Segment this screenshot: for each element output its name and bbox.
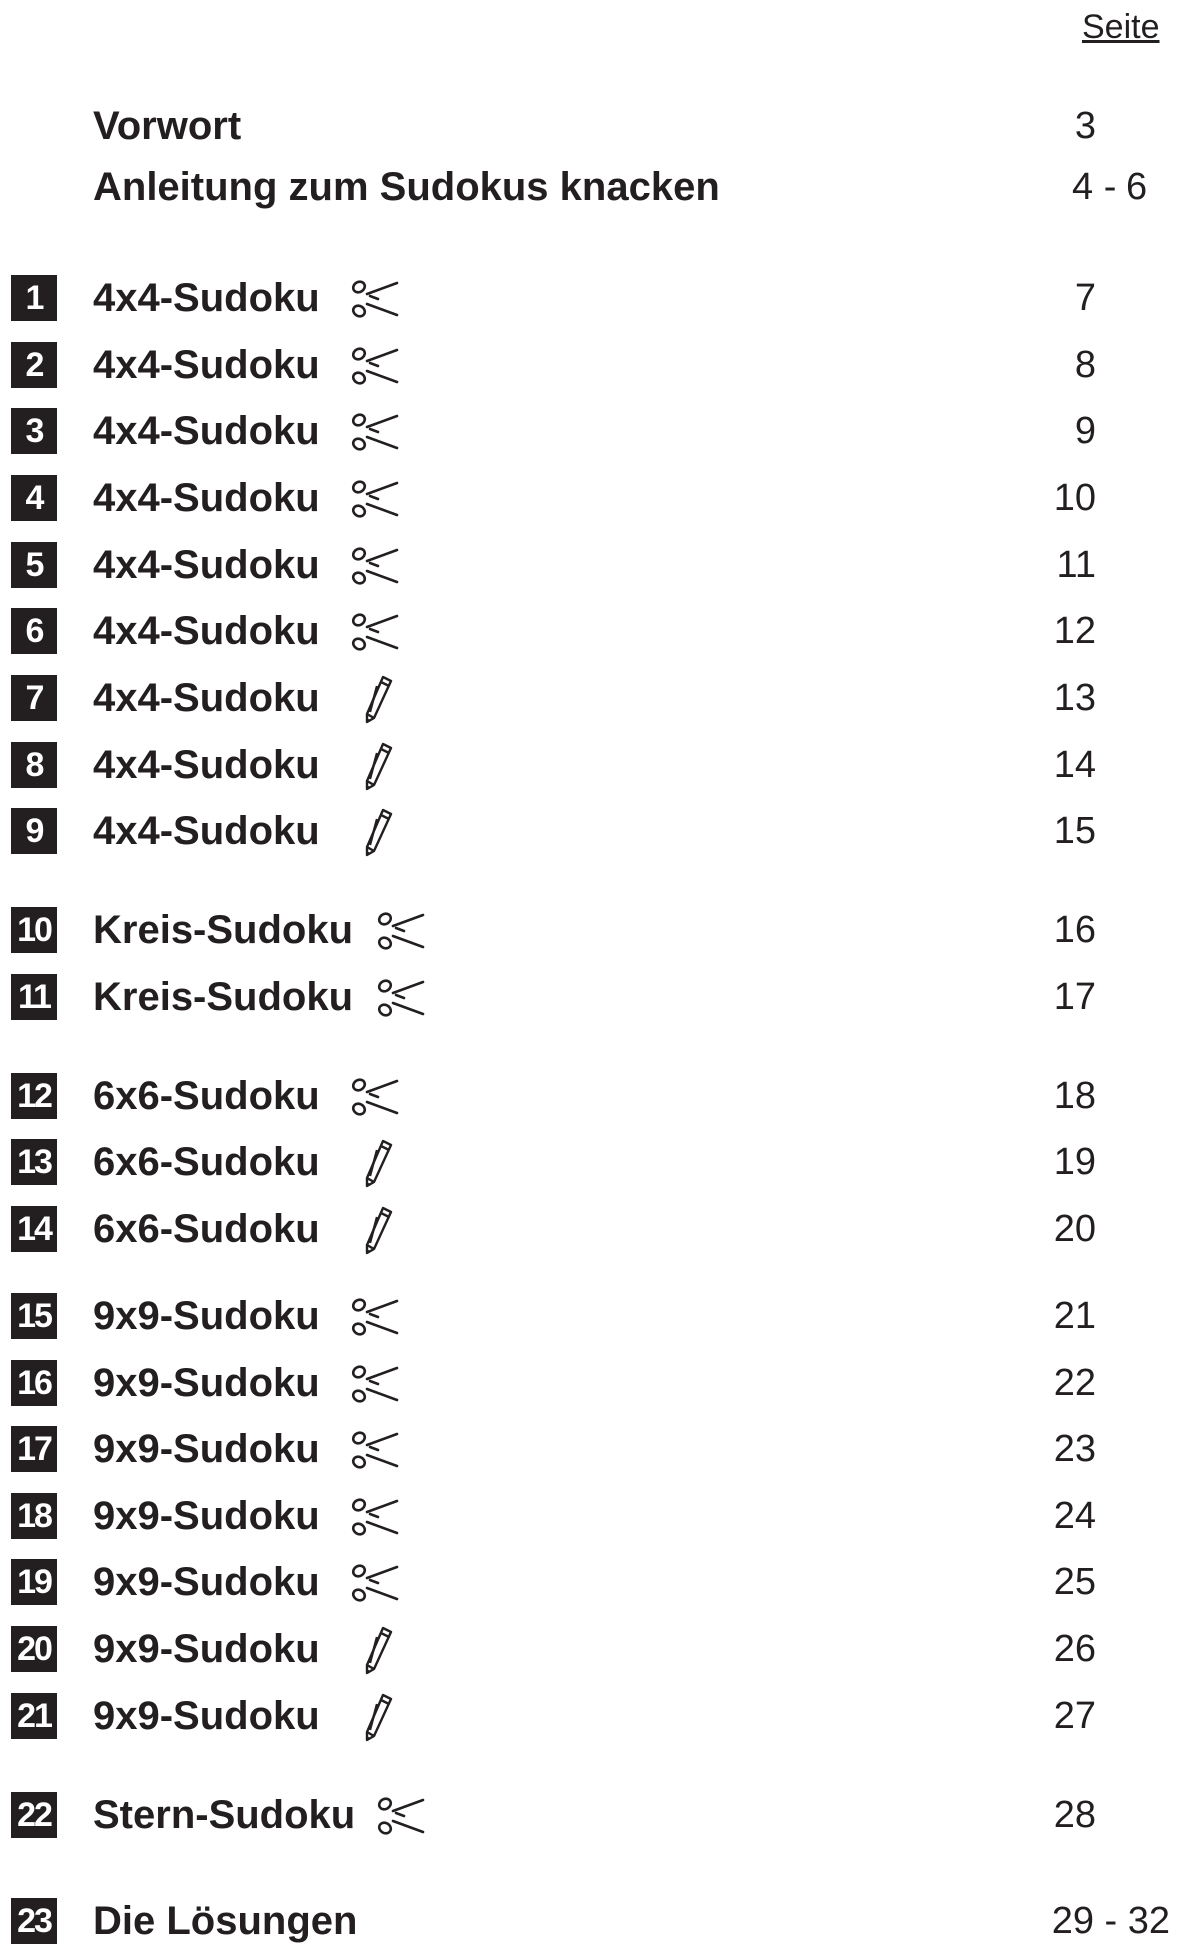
toc-title: 4x4-Sudoku — [93, 343, 320, 387]
pencil-icon — [350, 1205, 400, 1255]
scissors-icon — [350, 341, 400, 391]
seite-heading: Seite — [1082, 8, 1160, 46]
toc-title: Vorwort — [93, 104, 242, 148]
toc-row[interactable] — [0, 1419, 1182, 1479]
toc-row[interactable] — [0, 1286, 1182, 1346]
toc-title: 4x4-Sudoku — [93, 676, 320, 720]
toc-row[interactable] — [0, 668, 1182, 728]
toc-page: 29 - 32 — [1051, 1900, 1170, 1942]
pencil-icon — [350, 741, 400, 791]
entry-number-badge: 8 — [11, 742, 57, 788]
toc-page: 9 — [1074, 410, 1096, 452]
scissors-icon — [350, 407, 400, 457]
toc-row[interactable] — [0, 1066, 1182, 1126]
toc-page: 12 — [1053, 610, 1096, 652]
scissors-icon — [350, 274, 400, 324]
toc-row[interactable] — [0, 1785, 1182, 1845]
toc-row[interactable] — [0, 1199, 1182, 1259]
toc-row[interactable] — [0, 601, 1182, 661]
entry-number-badge: 23 — [11, 1898, 57, 1944]
toc-row[interactable] — [0, 801, 1182, 861]
entry-number-badge: 18 — [11, 1493, 57, 1539]
toc-row[interactable] — [0, 1353, 1182, 1413]
toc-page: 3 — [1074, 105, 1096, 147]
toc-row-anleitung[interactable] — [0, 157, 1182, 217]
toc-title: 6x6-Sudoku — [93, 1074, 320, 1118]
scissors-icon — [350, 1558, 400, 1608]
toc-title: 9x9-Sudoku — [93, 1427, 320, 1471]
toc-page: 22 — [1053, 1362, 1096, 1404]
entry-number-badge: 15 — [11, 1293, 57, 1339]
toc-title: Stern-Sudoku — [93, 1793, 356, 1837]
toc-title: 9x9-Sudoku — [93, 1560, 320, 1604]
toc-page: 8 — [1074, 344, 1096, 386]
entry-number-badge: 13 — [11, 1139, 57, 1185]
toc-row[interactable] — [0, 1486, 1182, 1546]
toc-row[interactable] — [0, 401, 1182, 461]
toc-row[interactable] — [0, 1132, 1182, 1192]
toc-row[interactable] — [0, 268, 1182, 328]
toc-row[interactable] — [0, 900, 1182, 960]
entry-number-badge: 10 — [11, 907, 57, 953]
toc-page: 7 — [1074, 277, 1096, 319]
toc-title: 4x4-Sudoku — [93, 609, 320, 653]
toc-page: 24 — [1053, 1495, 1096, 1537]
toc-row[interactable] — [0, 1552, 1182, 1612]
toc-title: 4x4-Sudoku — [93, 809, 320, 853]
entry-number-badge: 16 — [11, 1360, 57, 1406]
pencil-icon — [350, 807, 400, 857]
entry-number-badge: 11 — [11, 974, 57, 1020]
toc-page: 28 — [1053, 1794, 1096, 1836]
toc-title: 9x9-Sudoku — [93, 1294, 320, 1338]
toc-title: 4x4-Sudoku — [93, 409, 320, 453]
scissors-icon — [376, 1791, 426, 1841]
entry-number-badge: 4 — [11, 475, 57, 521]
entry-number-badge: 6 — [11, 608, 57, 654]
toc-page: 14 — [1053, 744, 1096, 786]
toc-page: 21 — [1053, 1295, 1096, 1337]
pencil-icon — [350, 1138, 400, 1188]
entry-number-badge: 9 — [11, 808, 57, 854]
toc-page-start: 4 - — [1072, 166, 1117, 208]
scissors-icon — [350, 1425, 400, 1475]
scissors-icon — [350, 1359, 400, 1409]
toc-row[interactable] — [0, 967, 1182, 1027]
entry-number-badge: 12 — [11, 1073, 57, 1119]
scissors-icon — [350, 541, 400, 591]
toc-row[interactable] — [0, 535, 1182, 595]
toc-row[interactable] — [0, 1619, 1182, 1679]
toc-row[interactable] — [0, 735, 1182, 795]
scissors-icon — [350, 1292, 400, 1342]
scissors-icon — [350, 1072, 400, 1122]
toc-page: 10 — [1053, 477, 1096, 519]
toc-row[interactable] — [0, 1686, 1182, 1746]
toc-title: 9x9-Sudoku — [93, 1361, 320, 1405]
toc-page: 17 — [1053, 976, 1096, 1018]
toc-title: 4x4-Sudoku — [93, 543, 320, 587]
pencil-icon — [350, 674, 400, 724]
pencil-icon — [350, 1692, 400, 1742]
toc-title: 4x4-Sudoku — [93, 276, 320, 320]
scissors-icon — [350, 607, 400, 657]
toc-page: 13 — [1053, 677, 1096, 719]
entry-number-badge: 3 — [11, 408, 57, 454]
entry-number-badge: 17 — [11, 1426, 57, 1472]
toc-title: Kreis-Sudoku — [93, 908, 354, 952]
scissors-icon — [350, 474, 400, 524]
toc-page: 25 — [1053, 1561, 1096, 1603]
toc-page: 20 — [1053, 1208, 1096, 1250]
toc-title: 9x9-Sudoku — [93, 1694, 320, 1738]
entry-number-badge: 14 — [11, 1206, 57, 1252]
toc-title: 6x6-Sudoku — [93, 1140, 320, 1184]
toc-row[interactable] — [0, 1891, 1182, 1951]
toc-page: 23 — [1053, 1428, 1096, 1470]
toc-page: 19 — [1053, 1141, 1096, 1183]
toc-row[interactable] — [0, 335, 1182, 395]
scissors-icon — [350, 1492, 400, 1542]
entry-number-badge: 21 — [11, 1693, 57, 1739]
toc-title: Anleitung zum Sudokus knacken — [93, 165, 720, 209]
entry-number-badge: 7 — [11, 675, 57, 721]
entry-number-badge: 20 — [11, 1626, 57, 1672]
scissors-icon — [376, 906, 426, 956]
entry-number-badge: 19 — [11, 1559, 57, 1605]
toc-page: 15 — [1053, 810, 1096, 852]
toc-row[interactable] — [0, 468, 1182, 528]
scissors-icon — [376, 973, 426, 1023]
toc-page: 16 — [1053, 909, 1096, 951]
toc-page: 27 — [1053, 1695, 1096, 1737]
entry-number-badge: 2 — [11, 342, 57, 388]
toc-page: 18 — [1053, 1075, 1096, 1117]
toc-title: 6x6-Sudoku — [93, 1207, 320, 1251]
toc-page: 26 — [1053, 1628, 1096, 1670]
toc-title: 9x9-Sudoku — [93, 1627, 320, 1671]
entry-number-badge: 5 — [11, 542, 57, 588]
toc-page-end: 6 — [1126, 166, 1148, 208]
toc-title: 9x9-Sudoku — [93, 1494, 320, 1538]
toc-title: 4x4-Sudoku — [93, 476, 320, 520]
toc-title: Die Lösungen — [93, 1899, 358, 1943]
toc-title: 4x4-Sudoku — [93, 743, 320, 787]
toc-row-vorwort[interactable] — [0, 96, 1182, 156]
toc-title: Kreis-Sudoku — [93, 975, 354, 1019]
toc-page: 11 — [1056, 544, 1096, 586]
pencil-icon — [350, 1625, 400, 1675]
entry-number-badge: 22 — [11, 1792, 57, 1838]
entry-number-badge: 1 — [11, 275, 57, 321]
